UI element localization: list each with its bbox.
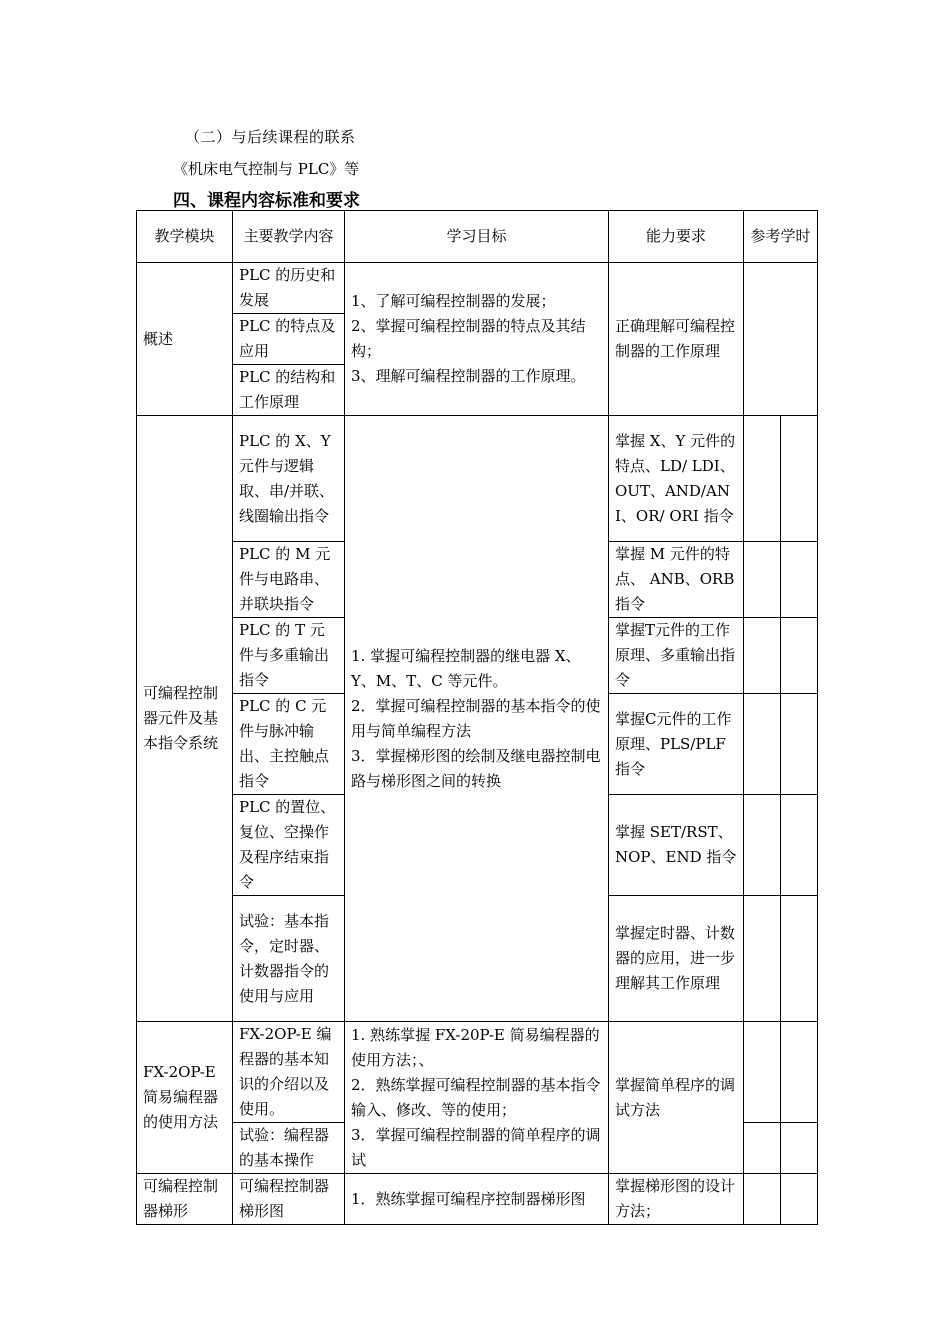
ability-cell: 掌握定时器、计数器的应用，进一步理解其工作原理 (609, 896, 744, 1022)
ability-cell: 掌握C元件的工作原理、PLS/PLF 指令 (609, 694, 744, 795)
table-row (137, 1174, 818, 1225)
content-cell: PLC 的 M 元件与电路串、并联块指令 (233, 542, 345, 618)
content-cell: PLC 的置位、复位、空操作及程序结束指令 (233, 795, 345, 896)
hours-cell (781, 1022, 818, 1123)
table-row (137, 1022, 818, 1123)
hours-cell (781, 1174, 818, 1225)
content-cell: PLC 的 C 元件与脉冲输出、主控触点指令 (233, 694, 345, 795)
hours-cell (744, 1174, 781, 1225)
hours-cell (781, 694, 818, 795)
header-goal: 学习目标 (345, 211, 609, 263)
ability-cell: 正确理解可编程控制器的工作原理 (609, 263, 744, 416)
content-cell: PLC 的 T 元件与多重输出指令 (233, 618, 345, 694)
hours-cell (781, 416, 818, 542)
module-name: FX-2OP-E 简易编程器的使用方法 (137, 1022, 233, 1174)
goal-cell: 1．熟练掌握可编程序控制器梯形图 (345, 1174, 609, 1225)
module-name: 可编程控制器梯形 (137, 1174, 233, 1225)
table-header-row (137, 211, 818, 263)
goal-cell: 1. 熟练掌握 FX-20P-E 简易编程器的使用方法；、 2．熟练掌握可编程控制器的基本指令输入、修改、等的使用； 3．掌握可编程控制器的简单程序的调试 (345, 1022, 609, 1174)
table-row (137, 263, 818, 314)
content-cell: PLC 的特点及应用 (233, 314, 345, 365)
content-cell: FX-2OP-E 编程器的基本知识的介绍以及使用。 (233, 1022, 345, 1123)
hours-cell (781, 618, 818, 694)
ability-cell: 掌握梯形图的设计方法； (609, 1174, 744, 1225)
header-content: 主要教学内容 (233, 211, 345, 263)
hours-cell (744, 542, 781, 618)
content-cell: 试验：基本指令，定时器、计数器指令的使用与应用 (233, 896, 345, 1022)
goal-cell: 1. 掌握可编程控制器的继电器 X、Y、M、T、C 等元件。 2．掌握可编程控制器的基本指令的使用与简单编程方法 3．掌握梯形图的绘制及继电器控制电路与梯形图之间的转换 (345, 416, 609, 1022)
hours-cell (744, 1022, 781, 1123)
table-row (137, 416, 818, 542)
related-courses-text: 《机床电气控制与 PLC》等 (173, 160, 360, 178)
ability-cell: 掌握T元件的工作原理、多重输出指令 (609, 618, 744, 694)
ability-cell: 掌握 X、Y 元件的特点、LD/ LDI、OUT、AND/ANI、OR/ ORI 指令 (609, 416, 744, 542)
goal-cell: 1、了解可编程控制器的发展； 2、掌握可编程控制器的特点及其结构； 3、理解可编程控制器的工作原理。 (345, 263, 609, 416)
subsection-heading: （二）与后续课程的联系 (185, 128, 356, 146)
ability-cell: 掌握简单程序的调试方法 (609, 1022, 744, 1174)
content-cell: PLC 的 X、Y 元件与逻辑取、串/并联、线圈输出指令 (233, 416, 345, 542)
hours-cell (744, 896, 781, 1022)
header-module: 教学模块 (137, 211, 233, 263)
header-ability: 能力要求 (609, 211, 744, 263)
content-cell: PLC 的结构和工作原理 (233, 365, 345, 416)
module-name: 可编程控制器元件及基本指令系统 (137, 416, 233, 1022)
hours-cell (744, 263, 818, 416)
hours-cell (744, 618, 781, 694)
ability-cell: 掌握 M 元件的特点、 ANB、ORB 指令 (609, 542, 744, 618)
section-title: 四、课程内容标准和要求 (173, 191, 360, 211)
course-content-table (136, 210, 818, 1225)
module-name: 概述 (137, 263, 233, 416)
content-cell: PLC 的历史和发展 (233, 263, 345, 314)
hours-cell (744, 416, 781, 542)
hours-cell (744, 694, 781, 795)
hours-cell (781, 542, 818, 618)
hours-cell (781, 896, 818, 1022)
header-hours: 参考学时 (744, 211, 818, 263)
content-cell: 可编程控制器梯形图 (233, 1174, 345, 1225)
hours-cell (744, 1123, 781, 1174)
ability-cell: 掌握 SET/RST、NOP、END 指令 (609, 795, 744, 896)
content-cell: 试验：编程器的基本操作 (233, 1123, 345, 1174)
hours-cell (781, 795, 818, 896)
hours-cell (781, 1123, 818, 1174)
hours-cell (744, 795, 781, 896)
